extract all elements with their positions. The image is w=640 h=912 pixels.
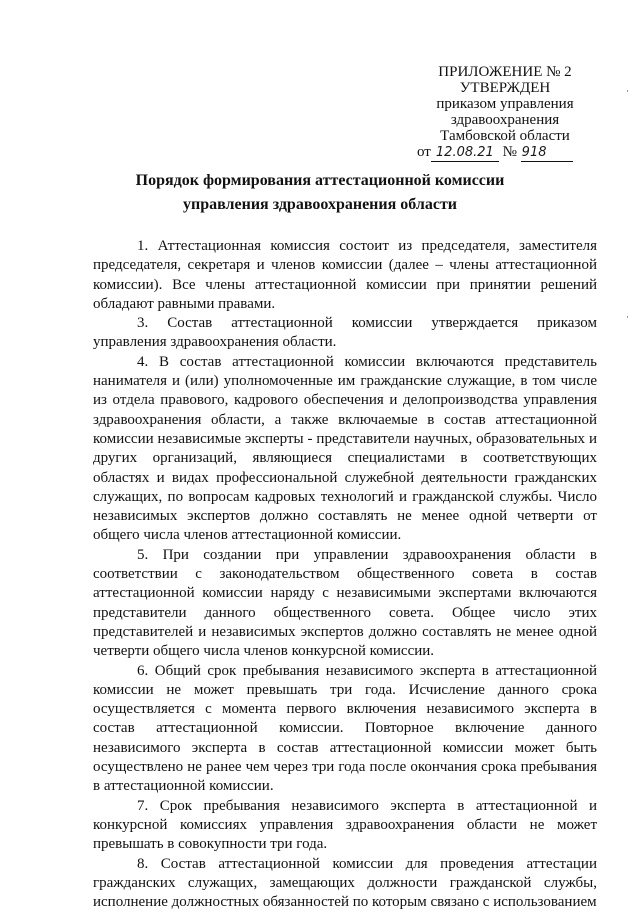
order-line-2: здравоохранения xyxy=(415,112,595,128)
scan-mark: · xyxy=(626,86,629,96)
number-label: № xyxy=(503,144,517,160)
paragraph-7: 7. Срок пребывания независимого эксперта в аттестационной и конкурсной комиссиях управления здравоохранения области не может превышать в совокупности три года. xyxy=(93,797,597,855)
paragraph-6: 6. Общий срок пребывания независимого эксперта в аттестационной комиссии не может превышать три года. Исчисление данного срока осуществляется с момента первого включения независимого эксперта в состав аттестационной комиссии. Повторное включение данного независимого эксперта в состав аттестационной комиссии может быть осуществлено не ранее чем через три года после окончания срока пребывания в аттестационной комиссии. xyxy=(93,662,597,797)
approved-label: УТВЕРЖДЕН xyxy=(415,80,595,96)
order-line-1: приказом управления xyxy=(415,96,595,112)
paragraph-8: 8. Состав аттестационной комиссии для проведения аттестации гражданских служащих, замещающих должности гражданской службы, исполнение должностных обязанностей по которым связано с использованием xyxy=(93,855,597,912)
paragraph-4: 4. В состав аттестационной комиссии включаются представитель нанимателя и (или) уполномоченные им гражданские служащие, в том числе из отдела правового, кадрового обеспечения и делопроизводства управления здравоохранения области, а также включаемые в состав аттестационной комиссии независимые эксперты - представители научных, образовательных и других организаций, являющиеся специалистами в соответствующих областях и видах профессиональной служебной деятельности гражданских служащих, по вопросам кадровых технологий и гражданской службы. Число независимых экспертов должно составлять не менее одной четверти от общего числа членов аттестационной комиссии. xyxy=(93,353,597,546)
from-label: от xyxy=(417,144,431,160)
document-body xyxy=(93,237,597,912)
order-line-3: Тамбовской области xyxy=(415,128,595,144)
order-date-number xyxy=(415,144,595,162)
paragraph-1: 1. Аттестационная комиссия состоит из председателя, заместителя председателя, секретаря и членов комиссии (далее – члены аттестационной комиссии). Все члены аттестационной комиссии при принятии решений обладают равными правами. xyxy=(93,237,597,314)
order-number: 918 xyxy=(521,145,573,162)
annex-label: ПРИЛОЖЕНИЕ № 2 xyxy=(415,64,595,80)
order-date: 12.08.21 xyxy=(431,145,499,162)
paragraph-3: 3. Состав аттестационной комиссии утверждается приказом управления здравоохранения области. xyxy=(93,314,597,353)
document-title-line-1: Порядок формирования аттестационной комиссии xyxy=(0,172,640,190)
approval-stamp xyxy=(415,64,595,162)
scan-mark: · xyxy=(626,312,629,322)
document-title-line-2: управления здравоохранения области xyxy=(0,196,640,214)
paragraph-5: 5. При создании при управлении здравоохранения области в соответствии с законодательством общественного совета в состав аттестационной комиссии наряду с независимыми экспертами включаются представители данного общественного совета. Общее число этих представителей и независимых экспертов должно составлять не менее одной четверти общего числа членов конкурсной комиссии. xyxy=(93,546,597,662)
